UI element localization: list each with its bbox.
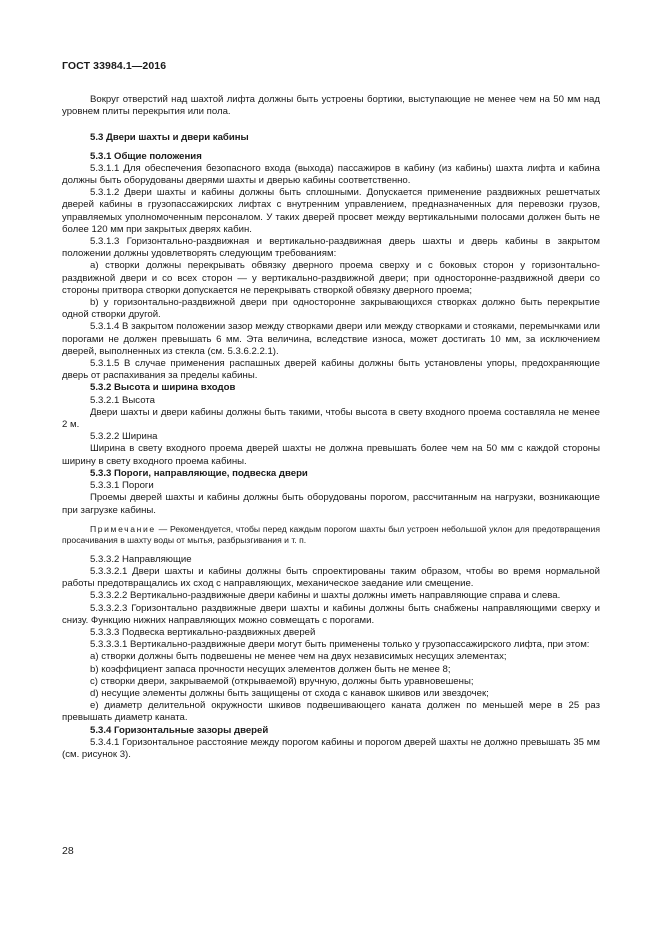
note-label: Примечание (90, 523, 156, 534)
list-item-5-3-1-3-a: а) створки должны перекрывать обвязку дверного проема сверху и с боковых сторон у горизонтально-раздвижной двери и со всех сторон — у вертикально-раздвижной двери; при односторонне-раздвижной двери со стороны притвора створки допускается не перекрывать створкой обвязку дверного проема; (62, 260, 600, 296)
list-item-5-3-3-3-1-e: е) диаметр делительной окружности шкивов подвешивающего каната должен по меньшей мере в 25 раз превышать диаметр каната. (62, 700, 600, 724)
list-item-5-3-3-3-1-d: d) несущие элементы должны быть защищены от схода с канавок шкивов или звездочек; (90, 687, 489, 699)
document-header: ГОСТ 33984.1—2016 (62, 60, 167, 72)
paragraph-5-3-4-1: 5.3.4.1 Горизонтальное расстояние между порогом кабины и порогом дверей шахты не должно превышать 35 мм (см. рисунок 3). (62, 736, 600, 760)
subheading-5-3-2-2: 5.3.2.2 Ширина (90, 431, 158, 443)
paragraph-5-3-1-1: 5.3.1.1 Для обеспечения безопасного входа (выхода) пассажиров в кабину (из кабины) шахта лифта и кабина должны быть оборудованы дверями шахты и дверью кабины соответственно. (62, 162, 600, 187)
paragraph-5-3-2-2: Ширина в свету входного проема дверей шахты не должна превышать более чем на 50 мм с каждой стороны ширину в свету входного проема кабины. (62, 443, 600, 467)
paragraph-intro: Вокруг отверстий над шахтой лифта должны быть устроены бортики, выступающие не менее чем на 50 мм над уровнем плиты перекрытия или пола. (62, 94, 600, 118)
section-heading-5-3: 5.3 Двери шахты и двери кабины (90, 132, 249, 144)
subheading-5-3-3-3: 5.3.3.3 Подвеска вертикально-раздвижных дверей (90, 626, 316, 638)
paragraph-5-3-1-4: 5.3.1.4 В закрытом положении зазор между створками двери или между створками и стояками, перемычками или порогами не должен превышать 6 мм. Эта величина, вследствие износа, может достигать 10 мм, за исключением дверей, выполненных из стекла (см. 5.3.6.2.2.1). (62, 321, 600, 357)
document-body (62, 94, 600, 761)
subheading-5-3-3-2: 5.3.3.2 Направляющие (90, 553, 192, 565)
list-item-5-3-3-3-1-b: b) коэффициент запаса прочности несущих элементов должен быть не менее 8; (90, 663, 451, 675)
note-text: — Рекомендуется, чтобы перед каждым порогом шахты был устроен небольшой уклон для предотвращения просачивания в шахту воды от мытья, разбрызгивания и т. п. (62, 523, 600, 545)
subheading-5-3-3-1: 5.3.3.1 Пороги (90, 480, 154, 492)
section-heading-5-3-1: 5.3.1 Общие положения (90, 150, 202, 162)
paragraph-5-3-2-1: Двери шахты и двери кабины должны быть такими, чтобы высота в свету входного проема составляла не менее 2 м. (62, 406, 600, 431)
paragraph-5-3-3-1: Проемы дверей шахты и кабины должны быть оборудованы порогом, рассчитанным на нагрузки, возникающие при загрузке кабины. (62, 492, 600, 516)
list-item-5-3-3-3-1-a: а) створки должны быть подвешены не менее чем на двух независимых несущих элементах; (90, 651, 507, 663)
section-heading-5-3-2: 5.3.2 Высота и ширина входов (90, 382, 236, 394)
section-heading-5-3-4: 5.3.4 Горизонтальные зазоры дверей (90, 724, 269, 736)
page-number: 28 (62, 845, 74, 857)
paragraph-5-3-3-2-3: 5.3.3.2.3 Горизонтально раздвижные двери шахты и кабины должны быть снабжены направляющими сверху и снизу. Функцию нижних направляющих можно совмещать с порогами. (62, 602, 600, 626)
note (62, 524, 600, 546)
list-item-5-3-1-3-b: b) у горизонтально-раздвижной двери при односторонне закрывающихся створках должно быть перекрытие одной створки другой. (62, 297, 600, 321)
paragraph-5-3-1-5: 5.3.1.5 В случае применения распашных дверей кабины должны быть установлены упоры, предохраняющие дверь от распахивания за пределы кабины. (62, 358, 600, 382)
paragraph-5-3-3-2-2: 5.3.3.2.2 Вертикально-раздвижные двери кабины и шахты должны иметь направляющие справа и слева. (90, 590, 561, 602)
section-heading-5-3-3: 5.3.3 Пороги, направляющие, подвеска двери (90, 467, 308, 479)
paragraph-5-3-1-3: 5.3.1.3 Горизонтально-раздвижная и вертикально-раздвижная дверь шахты и дверь кабины в закрытом положении должны удовлетворять следующим требованиям: (62, 236, 600, 260)
list-item-5-3-3-3-1-c: c) створки двери, закрываемой (открываемой) вручную, должны быть уравновешены; (90, 675, 474, 687)
paragraph-5-3-3-2-1: 5.3.3.2.1 Двери шахты и кабины должны быть спроектированы таким образом, чтобы во время нормальной работы предотвращались их сход с направляющих, механическое заедание или смещение. (62, 565, 600, 590)
paragraph-5-3-3-3-1: 5.3.3.3.1 Вертикально-раздвижные двери могут быть применены только у грузопассажирского лифта, при этом: (90, 639, 590, 651)
paragraph-5-3-1-2: 5.3.1.2 Двери шахты и кабины должны быть сплошными. Допускается применение раздвижных решетчатых дверей кабины в грузопассажирских лифтах с внутренним управлением, предназначенных для перевозки грузов, управляемых уполномоченным персоналом. У таких дверей просвет между вертикальными полосами должен быть не более 120 мм при закрытых дверях кабин. (62, 187, 600, 235)
subheading-5-3-2-1: 5.3.2.1 Высота (90, 394, 155, 406)
